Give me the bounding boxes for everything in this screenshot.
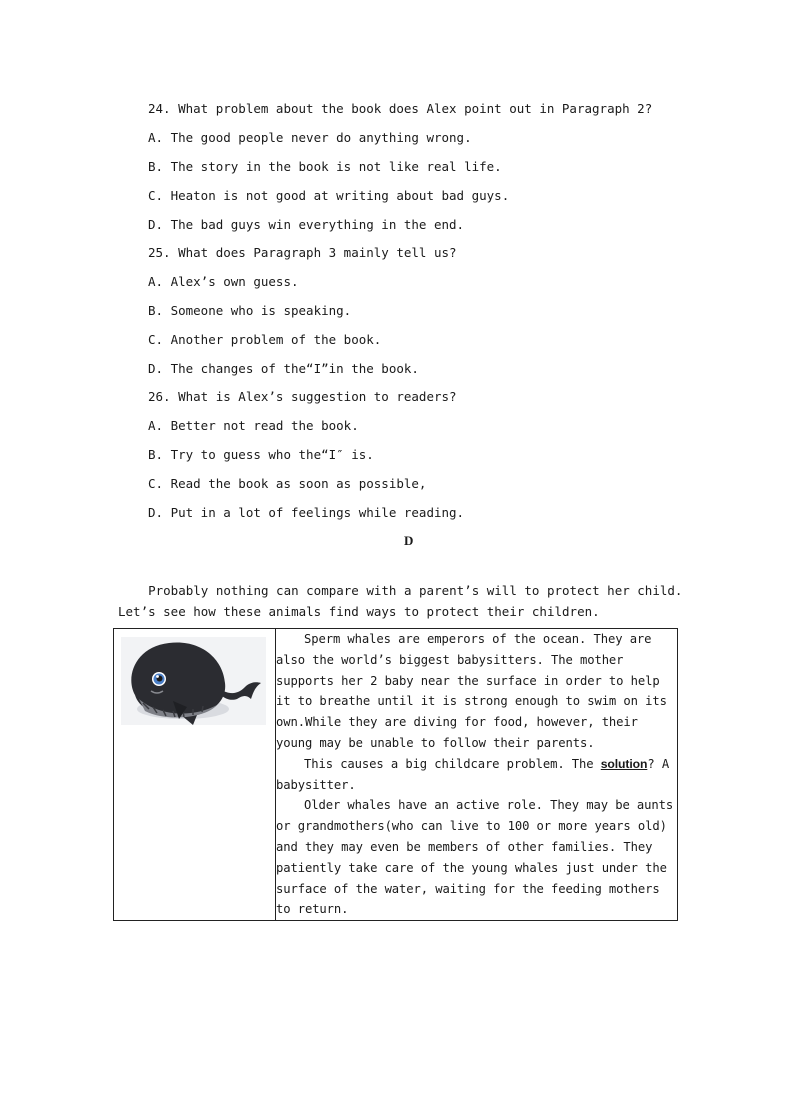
answer-option[interactable]: C. Read the book as soon as possible,	[148, 476, 427, 491]
answer-option[interactable]: D. The changes of the“I”in the book.	[148, 361, 419, 376]
answer-option[interactable]: A. The good people never do anything wrong.	[148, 130, 472, 145]
answer-option[interactable]: D. The bad guys win everything in the end.	[148, 217, 465, 232]
answer-option[interactable]: A. Alex’s own guess.	[148, 274, 299, 289]
answer-option[interactable]: A. Better not read the book.	[148, 418, 359, 433]
question-stem: 25. What does Paragraph 3 mainly tell us?	[148, 245, 457, 260]
intro-line: Probably nothing can compare with a parent’s will to protect her child.	[118, 583, 683, 598]
question-stem: 26. What is Alex’s suggestion to readers?	[148, 389, 457, 404]
answer-option[interactable]: B. The story in the book is not like real life.	[148, 159, 502, 174]
passage-text: This causes a big childcare problem. The	[304, 756, 601, 771]
answer-option[interactable]: C. Heaton is not good at writing about bad guys.	[148, 188, 510, 203]
answer-option[interactable]: D. Put in a lot of feelings while reading.	[148, 505, 465, 520]
passage-paragraph: Older whales have an active role. They may be aunts or grandmothers(who can live to 100 or more years old) and they may even be members of other families. They patiently take care of the young whales just under the surface of the water, waiting for the feeding mothers to return.	[276, 798, 674, 917]
image-cell	[114, 629, 276, 921]
answer-option[interactable]: C. Another problem of the book.	[148, 332, 382, 347]
answer-option[interactable]: B. Try to guess who the“I″ is.	[148, 447, 374, 462]
whale-icon	[121, 637, 266, 725]
passage-table	[113, 628, 678, 921]
passage-paragraph: Sperm whales are emperors of the ocean. They are also the world’s biggest babysitters. The mother supports her 2 baby near the surface in order to help it to breathe until it is strong enough to swim on its own.While they are diving for food, however, their young may be unable to follow their parents.	[276, 632, 667, 750]
passage-text-cell	[276, 629, 678, 921]
passage-paragraph	[276, 754, 677, 796]
whale-illustration	[121, 637, 266, 725]
section-heading: D	[404, 533, 414, 548]
answer-option[interactable]: B. Someone who is speaking.	[148, 303, 352, 318]
question-stem: 24. What problem about the book does Alex point out in Paragraph 2?	[148, 101, 653, 116]
passage-text: ? A babysitter.	[276, 756, 670, 792]
intro-line: Let’s see how these animals find ways to protect their children.	[118, 604, 600, 619]
fill-blank[interactable]: solution	[600, 756, 648, 771]
